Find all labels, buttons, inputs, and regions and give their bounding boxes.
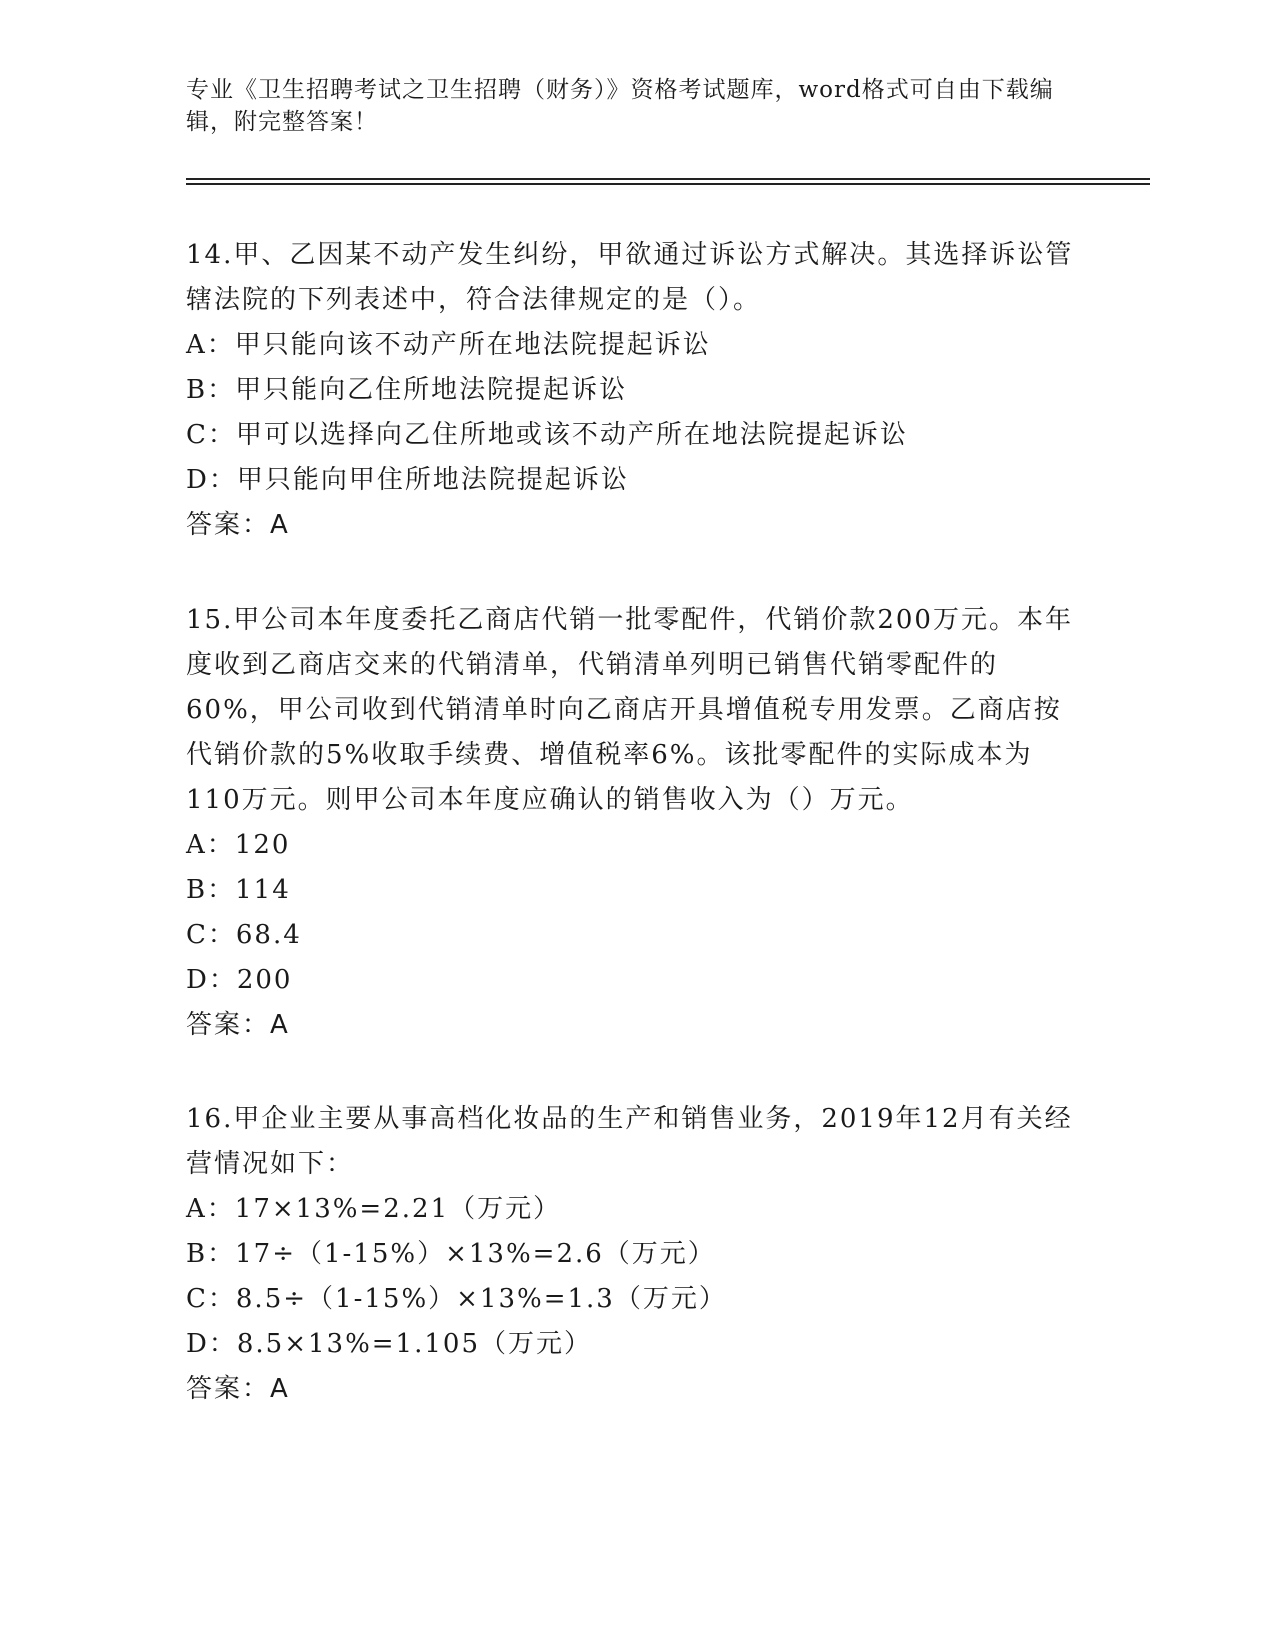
option-b: B：甲只能向乙住所地法院提起诉讼 — [186, 375, 628, 405]
header-divider-top — [186, 178, 1150, 180]
option-b: B：17÷（1-15%）×13%=2.6（万元） — [186, 1239, 716, 1269]
option-c: C：甲可以选择向乙住所地或该不动产所在地法院提起诉讼 — [186, 420, 908, 450]
option-a: A：120 — [186, 830, 291, 860]
question-stem: 15.甲公司本年度委托乙商店代销一批零配件，代销价款200万元。本年度收到乙商店交来的代销清单，代销清单列明已销售代销零配件的60%，甲公司收到代销清单时向乙商店开具增值税专用发票。乙商店按代销价款的5%收取手续费、增值税率6%。该批零配件的实际成本为110万元。则甲公司本年度应确认的销售收入为（）万元。 — [186, 605, 1073, 815]
option-c: C：68.4 — [186, 920, 302, 950]
option-a: A：甲只能向该不动产所在地法院提起诉讼 — [186, 330, 711, 360]
option-a: A：17×13%=2.21（万元） — [186, 1194, 562, 1224]
option-d: D：200 — [186, 965, 293, 995]
question-stem: 14.甲、乙因某不动产发生纠纷，甲欲通过诉讼方式解决。其选择诉讼管辖法院的下列表述中，符合法律规定的是（）。 — [186, 240, 1074, 315]
answer: 答案：A — [186, 1374, 290, 1404]
option-b: B：114 — [186, 875, 291, 905]
question-stem: 16.甲企业主要从事高档化妆品的生产和销售业务，2019年12月有关经营情况如下： — [186, 1104, 1073, 1179]
answer: 答案：A — [186, 510, 290, 540]
option-d: D：8.5×13%=1.105（万元） — [186, 1329, 592, 1359]
question-14 — [186, 233, 1086, 548]
answer: 答案：A — [186, 1010, 290, 1040]
question-16 — [186, 1097, 1086, 1412]
question-15 — [186, 598, 1086, 1048]
document-header: 专业《卫生招聘考试之卫生招聘（财务）》资格考试题库，word格式可自由下载编辑，附完整答案！ — [186, 77, 1054, 135]
option-d: D：甲只能向甲住所地法院提起诉讼 — [186, 465, 629, 495]
header-divider-bottom — [186, 183, 1150, 185]
option-c: C：8.5÷（1-15%）×13%=1.3（万元） — [186, 1284, 727, 1314]
